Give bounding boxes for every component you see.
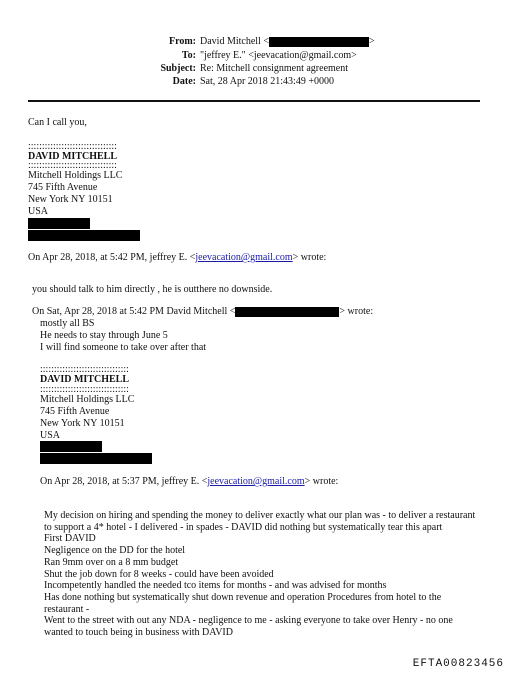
signature-company: Mitchell Holdings LLC [40,394,135,405]
signature-dots: :::::::::::::::::::::::::::::::: [40,384,129,395]
document-id: EFTA00823456 [412,658,504,670]
date-label: Date: [172,76,196,87]
quote-line: restaurant - [44,603,90,615]
greeting: Can I call you, [28,117,87,128]
header-divider [28,100,480,102]
redaction-block [28,230,140,241]
signature-country: USA [40,430,61,441]
quote-line: He needs to stay through June 5 [40,330,168,341]
quote-line: I will find someone to take over after that [40,342,207,353]
from-value: David Mitchell < > [200,36,375,47]
signature-name: DAVID MITCHELL [40,374,129,385]
signature-dots: :::::::::::::::::::::::::::::::: [40,364,129,375]
quote-attribution: On Sat, Apr 28, 2018 at 5:42 PM David Mitchell < > wrote: [32,306,374,317]
redaction-block [40,441,102,452]
redaction-block [235,307,339,317]
subject-row [0,63,512,75]
subject-value: Re: Mitchell consignment agreement [200,63,349,74]
redaction-block [40,453,152,464]
quote-line: Incompetently handled the needed tco items for months - and was advised for months [44,580,387,592]
quote-line: to support a 4* hotel - I delivered - in spades - DAVID did nothing but systematically tear this apart [44,521,443,533]
date-value: Sat, 28 Apr 2018 21:43:49 +0000 [200,76,334,87]
quote-line: First DAVID [44,533,96,545]
quote-line: wanted to touch being in business with DAVID [44,627,233,638]
signature-name: DAVID MITCHELL [28,151,117,162]
signature-city: New York NY 10151 [40,418,125,429]
signature-street: 745 Fifth Avenue [28,182,98,193]
redaction-block [28,218,90,229]
quote-text: you should talk to him directly , he is outthere no downside. [32,284,273,295]
quote-line: mostly all BS [40,318,95,329]
email-link[interactable]: jeevacation@gmail.com [195,252,293,263]
from-row [0,36,512,48]
quote-line: Shut the job down for 8 weeks - could have been avoided [44,568,274,580]
quote-line: Has done nothing but systematically shut down revenue and operation Procedures from hotel to the [44,591,442,603]
quote-attribution: On Apr 28, 2018, at 5:37 PM, jeffrey E. <jeevacation@gmail.com> wrote: [40,476,339,487]
date-row [0,76,512,88]
quote-attribution: On Apr 28, 2018, at 5:42 PM, jeffrey E. <jeevacation@gmail.com> wrote: [28,252,327,263]
signature-city: New York NY 10151 [28,194,113,205]
from-label: From: [168,36,196,47]
quote-line: My decision on hiring and spending the money to deliver exactly what our plan was - to deliver a restaurant [44,510,476,521]
email-link[interactable]: jeevacation@gmail.com [207,476,305,487]
signature-country: USA [28,206,49,217]
signature-street: 745 Fifth Avenue [40,406,110,417]
redaction-block [269,37,369,47]
signature-dots: :::::::::::::::::::::::::::::::: [28,160,117,171]
quote-line: Negligence on the DD for the hotel [44,545,186,557]
quote-line: Ran 9mm over on a 8 mm budget [44,556,179,568]
subject-label: Subject: [160,63,196,74]
to-value: "jeffrey E." <jeevacation@gmail.com> [200,50,357,61]
to-row [0,50,512,62]
to-label: To: [181,50,196,61]
signature-dots: :::::::::::::::::::::::::::::::: [28,141,117,152]
quote-line: Went to the street with out any NDA - negligence to me - asking everyone to take over Henry - no one [44,615,453,627]
signature-company: Mitchell Holdings LLC [28,170,123,181]
